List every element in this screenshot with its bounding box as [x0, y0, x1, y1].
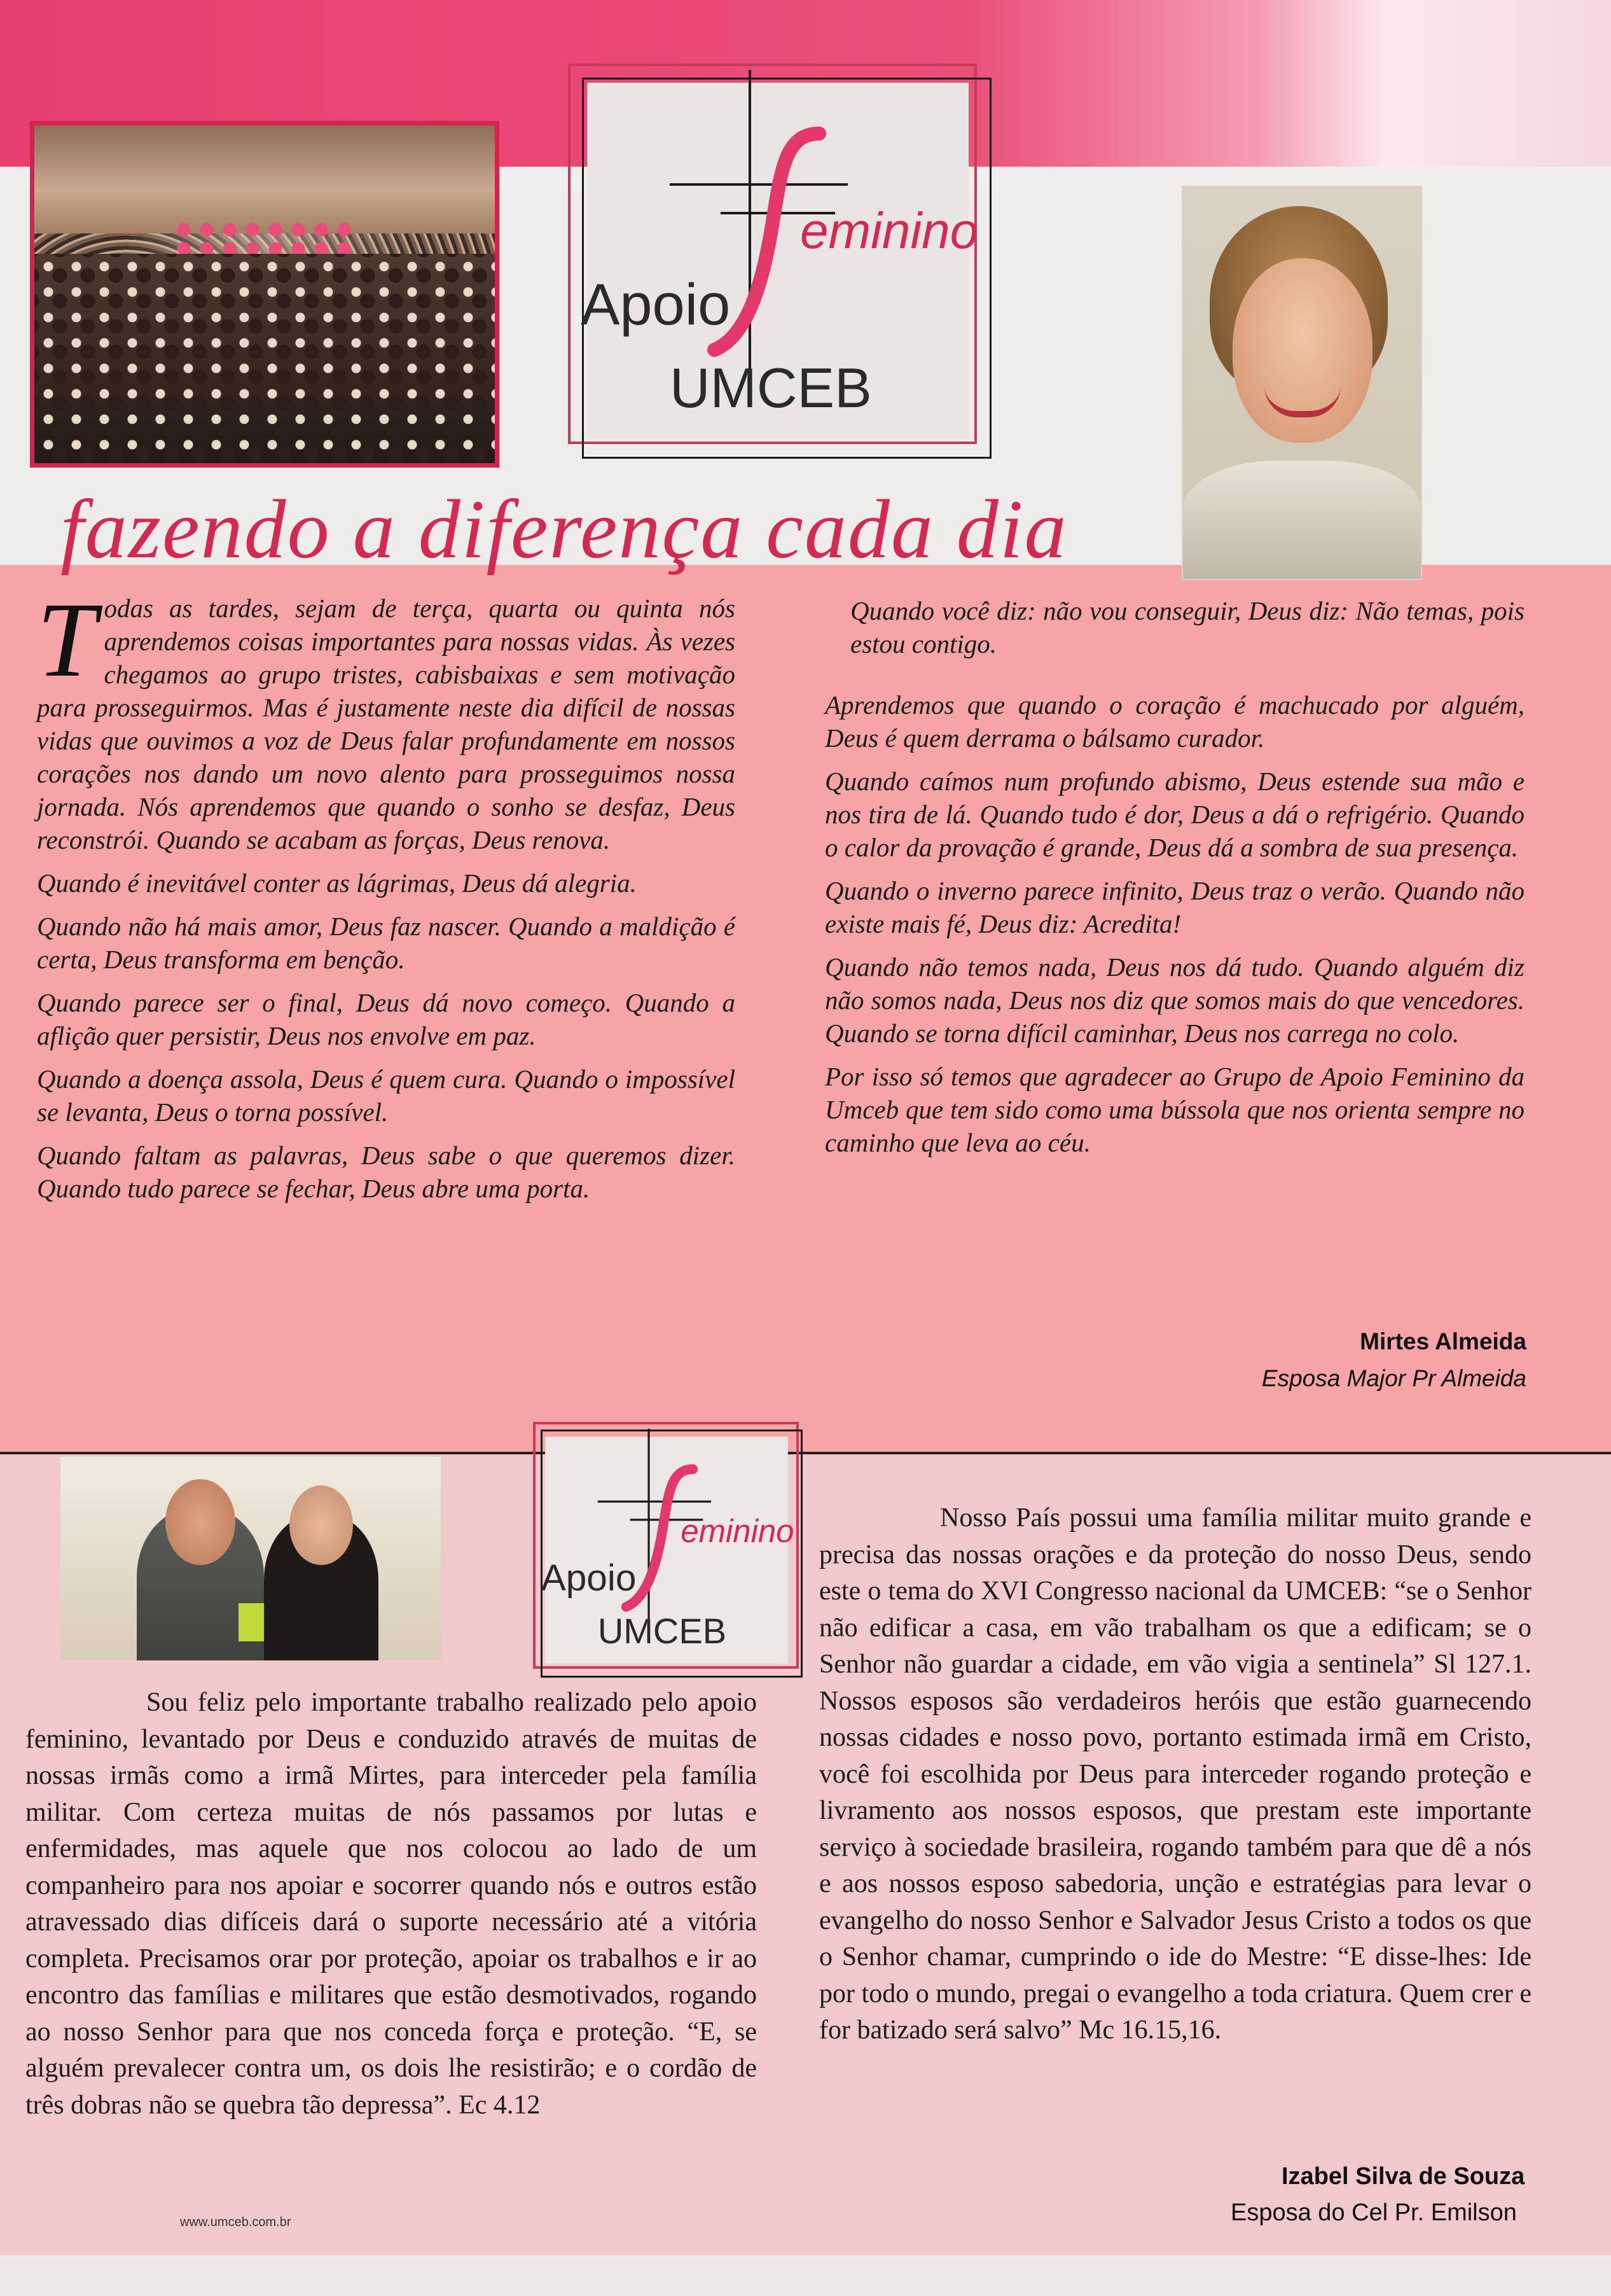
paragraph: Quando o inverno parece infinito, Deus traz o verão. Quando não existe mais fé, Deus diz: Acredita! [825, 876, 1525, 938]
drop-cap: T [37, 581, 97, 699]
author-role: Esposa Major Pr Almeida [1261, 1365, 1526, 1391]
author-name: Mirtes Almeida [1360, 1328, 1526, 1354]
logo-cross-icon [533, 1422, 800, 1676]
paragraph: Quando caímos num profundo abismo, Deus estende sua mão e nos tira de lá. Quando tudo é dor, Deus a dá o refrigério. Quando o calor da provação é grande, Deus dá a sombra de sua presença. [825, 767, 1525, 862]
stage [34, 125, 495, 233]
svg-text:eminino: eminino [681, 1512, 794, 1549]
article-top-left-column [37, 581, 735, 1215]
paragraph: Quando é inevitável conter as lágrimas, Deus dá alegria. [37, 868, 637, 898]
paragraph: Quando a doença assola, Deus é quem cura. Quando o impossível se levanta, Deus o torna possível. [37, 1064, 735, 1127]
svg-text:Apoio: Apoio [541, 1557, 637, 1599]
stage-flowers [172, 220, 357, 254]
paragraph: Aprendemos que quando o coração é machucado por alguém, Deus é quem derrama o bálsamo curador. [825, 690, 1525, 753]
svg-text:UMCEB: UMCEB [597, 1610, 727, 1651]
website-link[interactable]: www.umceb.com.br [180, 2215, 291, 2229]
article-bottom-left-column [25, 1685, 757, 2124]
page-headline: fazendo a diferença cada dia [60, 482, 1068, 576]
svg-text:eminino: eminino [800, 202, 979, 259]
group-photo [30, 121, 499, 468]
author-role: Esposa do Cel Pr. Emilson [1231, 2199, 1517, 2226]
svg-text:UMCEB: UMCEB [670, 356, 872, 419]
couple-photo [60, 1457, 441, 1660]
badge [239, 1603, 264, 1641]
article-top-right-column [825, 594, 1525, 1169]
paragraph: Sou feliz pelo importante trabalho realizado pelo apoio feminino, levantado por Deus e conduzido através de muitas de nossas irmãs como a irmã Mirtes, para interceder pela família militar. Com certeza muitas de nós passamos por lutas e enfermidades, mas aquele que nos colocou ao lado de um companheiro para nos apoiar e socorrer quando nós e outros estão atravessado dias difíceis dará o suporte necessário até a vitória completa. Precisamos orar por proteção, apoiar os trabalhos e ir ao encontro das famílias e militares que estão desmotivados, rogando ao nosso Senhor para que nos conceda força e proteção. “E, se alguém prevalecer contra um, os dois lhe resistirão; e o cordão de três dobras não se quebra tão depressa”. Ec 4.12 [25, 1688, 757, 2120]
paragraph: Quando faltam as palavras, Deus sabe o que queremos dizer. Quando tudo parece se fechar, Deus abre uma porta. [37, 1141, 735, 1203]
woman-face [289, 1485, 353, 1565]
author-photo-mirtes [1182, 186, 1422, 580]
paragraph: Quando não há mais amor, Deus faz nascer. Quando a maldição é certa, Deus transforma em benção. [37, 912, 735, 974]
footer-strip [0, 2255, 1611, 2296]
clothes [1183, 461, 1421, 580]
logo-cross-icon [568, 64, 988, 455]
paragraph: Nosso País possui uma família militar muito grande e precisa das nossas orações e da proteção do nosso Deus, sendo este o tema do XVI Congresso nacional da UMCEB: “se o Senhor não edificar a casa, em vão trabalham os que a edificam; se o Senhor não guardar a cidade, em vão vigia a sentinela” Sl 127.1. Nossos esposos são verdadeiros heróis que estão guarnecendo nossas cidades e nosso povo, portanto estimada irmã em Cristo, você foi escolhida por Deus para interceder rogando proteção e livramento aos nossos esposos, que prestam este importante serviço à sociedade brasileira, rogando também para que dê a nós e aos nossos esposo sabedoria, unção e estratégias para levar o evangelho do nosso Senhor e Salvador Jesus Cristo a todos os que o Senhor chamar, cumprindo o ide do Mestre: “E disse-lhes: Ide por todo o mundo, pregai o evangelho a toda criatura. Quem crer e for batizado será salvo” Mc 16.15,16. [819, 1503, 1531, 2045]
man-face [165, 1479, 235, 1565]
paragraph: Quando não temos nada, Deus nos dá tudo. Quando alguém diz não somos nada, Deus nos diz que somos mais do que vencedores. Quando se torna difícil caminhar, Deus nos carrega no colo. [825, 952, 1525, 1048]
logo-small [533, 1422, 800, 1676]
logo-main [568, 64, 988, 455]
paragraph: Por isso só temos que agradecer ao Grupo de Apoio Feminino da Umceb que tem sido como uma bússola que nos orienta sempre no caminho que leva ao céu. [825, 1062, 1525, 1157]
svg-text:Apoio: Apoio [581, 272, 731, 337]
crowd [34, 254, 495, 463]
paragraph: Quando você diz: não vou conseguir, Deus diz: Não temas, pois estou contigo. [850, 596, 1525, 658]
paragraph: Quando parece ser o final, Deus dá novo começo. Quando a aflição quer persistir, Deus nos envolve em paz. [37, 988, 735, 1050]
paragraph: odas as tardes, sejam de terça, quarta ou quinta nós aprendemos coisas importantes para nossas vidas. Às vezes chegamos ao grupo tristes, cabisbaixas e sem motivação para prosseguirmos. Mas é justamente neste dia difícil de nossas vidas que ouvimos a voz de Deus falar profundamente em nossos corações nos dando um novo alento para prosseguimos nossa jornada. Nós aprendemos que quando o sonho se desfaz, Deus reconstrói. Quando se acabam as forças, Deus renova. [37, 594, 735, 854]
article-bottom-right-column [819, 1500, 1531, 2049]
author-name: Izabel Silva de Souza [1282, 2163, 1525, 2190]
